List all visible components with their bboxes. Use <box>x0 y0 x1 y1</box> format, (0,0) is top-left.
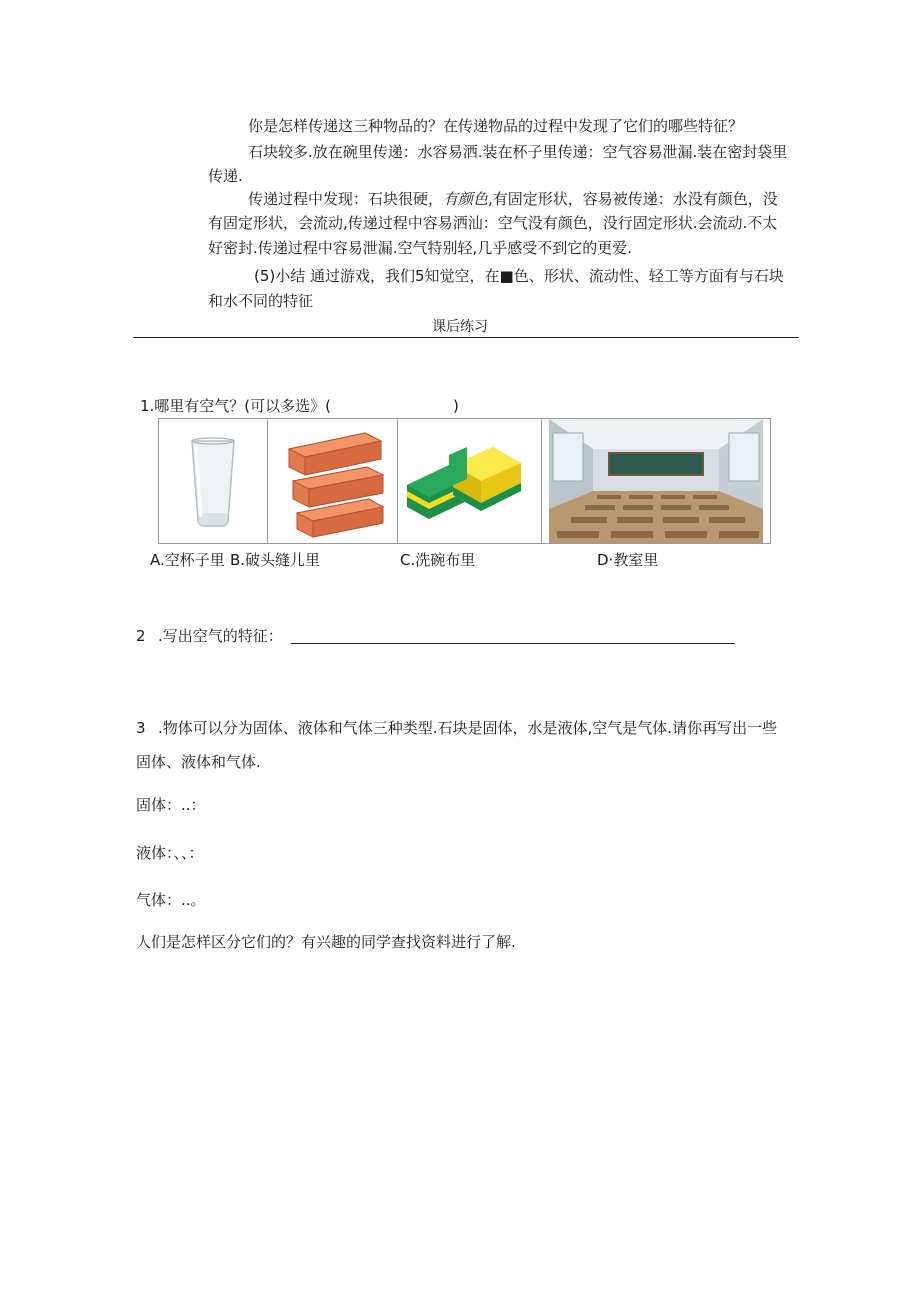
q1-close-paren: ) <box>453 397 459 415</box>
classroom-image <box>549 419 763 543</box>
q3-number: 3 <box>136 719 146 737</box>
finding-part-italic: 有颜色 <box>443 190 489 208</box>
intro-finding-line1 <box>248 189 778 209</box>
finding-part-c: ,有固定形状，容易被传递：水没有颜色，没 <box>488 190 778 208</box>
q1-image-row <box>158 418 771 544</box>
q3-gas-answer[interactable]: 气体：..。 <box>136 891 206 909</box>
q1-option-d[interactable]: D·教室里 <box>597 551 659 569</box>
q3-prompt-line2: 固体、液体和气体. <box>136 753 261 771</box>
q3-liquid-answer[interactable]: 液体：、、： <box>136 844 204 862</box>
q3-prompt-line1: .物体可以分为固体、液体和气体三种类型.石块是固体，水是液体,空气是气体.请你再写出一些 <box>158 719 778 737</box>
q1-option-b[interactable]: B.破头缝儿里 <box>230 551 321 569</box>
q1-option-a[interactable]: A.空杯子里 <box>150 551 225 569</box>
q3-extension-note: 人们是怎样区分它们的？有兴趣的同学查找资料进行了解. <box>136 933 516 951</box>
q1-prompt-text: 1.哪里有空气？(可以多选》( <box>140 397 332 415</box>
q2-prompt: .写出空气的特征： <box>158 627 283 645</box>
bricks-image <box>267 419 398 543</box>
section-title: 课后练习 <box>432 319 488 335</box>
intro-finding-line3: 好密封.传递过程中容易泄漏.空气特别轻,几乎感受不到它的更爱. <box>208 239 633 257</box>
q1-prompt <box>140 396 459 416</box>
intro-method-line2: 传递. <box>208 167 243 185</box>
intro-method-line1: 石块较多.放在碗里传递：水容易洒.装在杯子里传递：空气容易泄漏.装在密封袋里 <box>248 143 788 161</box>
finding-part-a: 传递过程中发现：石块很硬， <box>248 190 444 208</box>
intro-summary-line1: (5)小结 通过游戏，我们5知觉空，在■色、形状、流动性、轻工等方面有与石块 <box>254 267 784 285</box>
q3-solid-answer[interactable]: 固体：..： <box>136 796 206 814</box>
intro-question: 你是怎样传递这三种物品的？在传递物品的过程中发现了它们的哪些特征？ <box>248 117 744 135</box>
cup-image <box>159 419 268 543</box>
q2-answer-line[interactable] <box>291 643 735 644</box>
q1-option-c[interactable]: C.洗碗布里 <box>400 551 476 569</box>
section-divider <box>133 337 799 338</box>
q2-number: 2 <box>136 627 146 645</box>
intro-finding-line2: 有固定形状，会流动,传递过程中容易洒汕：空气没有颜色，没行固定形状.会流动.不太 <box>208 214 778 232</box>
intro-summary-line2: 和水不同的特征 <box>208 292 314 310</box>
sponge-image <box>397 419 542 543</box>
